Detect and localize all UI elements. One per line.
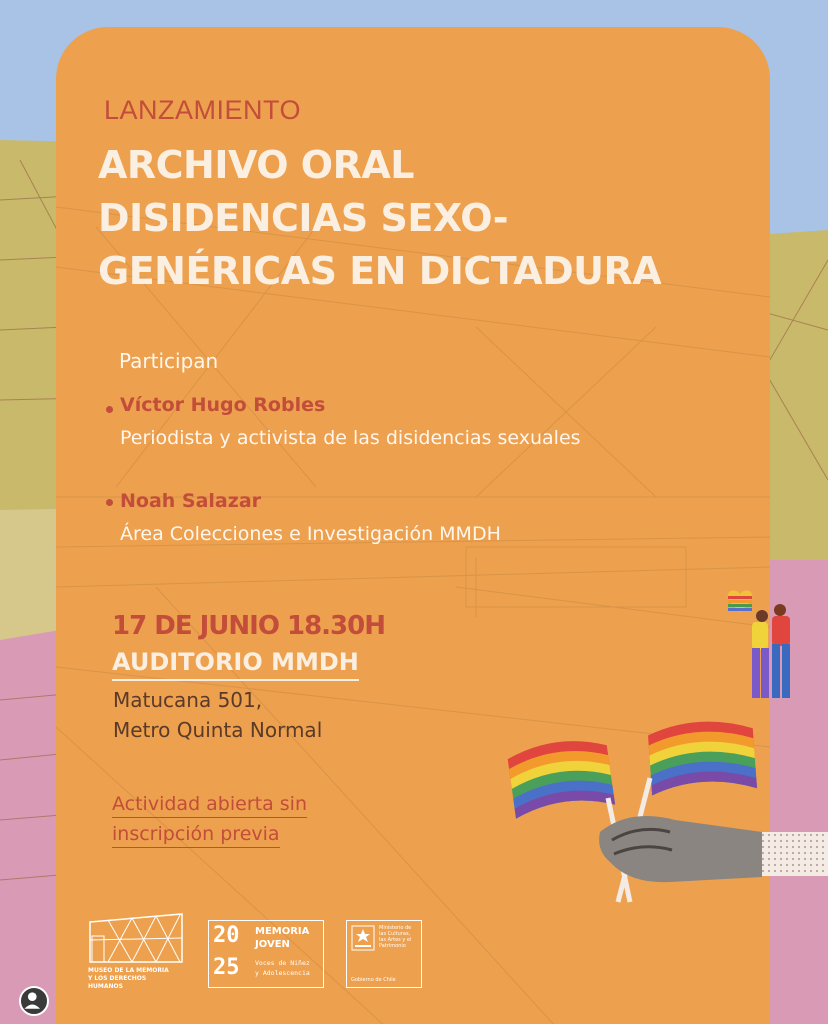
museum-building-icon <box>88 912 184 964</box>
open-activity-note-line-1: Actividad abierta sin <box>112 793 307 818</box>
participant-2-name: Noah Salazar <box>120 490 262 512</box>
pride-flag-icon <box>647 718 757 795</box>
pride-flag-icon <box>506 735 615 818</box>
participant-2-role: Área Colecciones e Investigación MMDH <box>120 523 501 545</box>
gobierno-de-chile-crest-icon <box>351 925 375 951</box>
logo-word-memoria: MEMORIA <box>255 926 310 937</box>
event-venue: AUDITORIO MMDH <box>112 648 359 681</box>
person-silhouette-icon <box>21 988 47 1014</box>
memoria-joven-logo <box>208 920 324 988</box>
logo-subtitle-2: y Adolescencia <box>255 969 310 977</box>
avatar-icon[interactable] <box>19 986 49 1016</box>
participant-1-name: Víctor Hugo Robles <box>120 394 326 416</box>
address-line-1: Matucana 501, <box>113 688 263 712</box>
address-line-2: Metro Quinta Normal <box>113 718 323 742</box>
ministerio-logo <box>346 920 422 988</box>
title-line-1: ARCHIVO ORAL <box>98 143 414 187</box>
heart-rainbow-icon <box>728 591 753 612</box>
sleeve-pattern <box>760 832 828 876</box>
logo-digits-bottom: 25 <box>213 955 240 980</box>
participants-label: Participan <box>119 349 219 373</box>
event-date-time: 17 DE JUNIO 18.30H <box>112 611 386 641</box>
participant-1-role: Periodista y activista de las disidencias sexuales <box>120 427 581 449</box>
logo-digits-top: 20 <box>213 923 240 948</box>
logo-word-joven: JOVEN <box>255 939 290 950</box>
couple-illustration-icon <box>722 588 802 708</box>
event-kicker: LANZAMIENTO <box>104 95 302 125</box>
gobierno-footer: Gobierno de Chile <box>351 977 396 983</box>
title-line-2: DISIDENCIAS SEXO- <box>98 196 509 240</box>
bullet-icon <box>106 499 113 506</box>
hand-holding-flags-icon <box>500 712 770 912</box>
museo-logo-text: MUSEO DE LA MEMORIA Y LOS DERECHOS HUMANOS <box>88 967 169 990</box>
open-activity-note-line-2: inscripción previa <box>112 823 280 848</box>
ministerio-text: Ministerio de las Culturas, las Artes y el Patrimonio <box>379 925 412 949</box>
bullet-icon <box>106 406 113 413</box>
logo-subtitle-1: Voces de Niñez <box>255 959 310 967</box>
title-line-3: GENÉRICAS EN DICTADURA <box>98 249 662 293</box>
